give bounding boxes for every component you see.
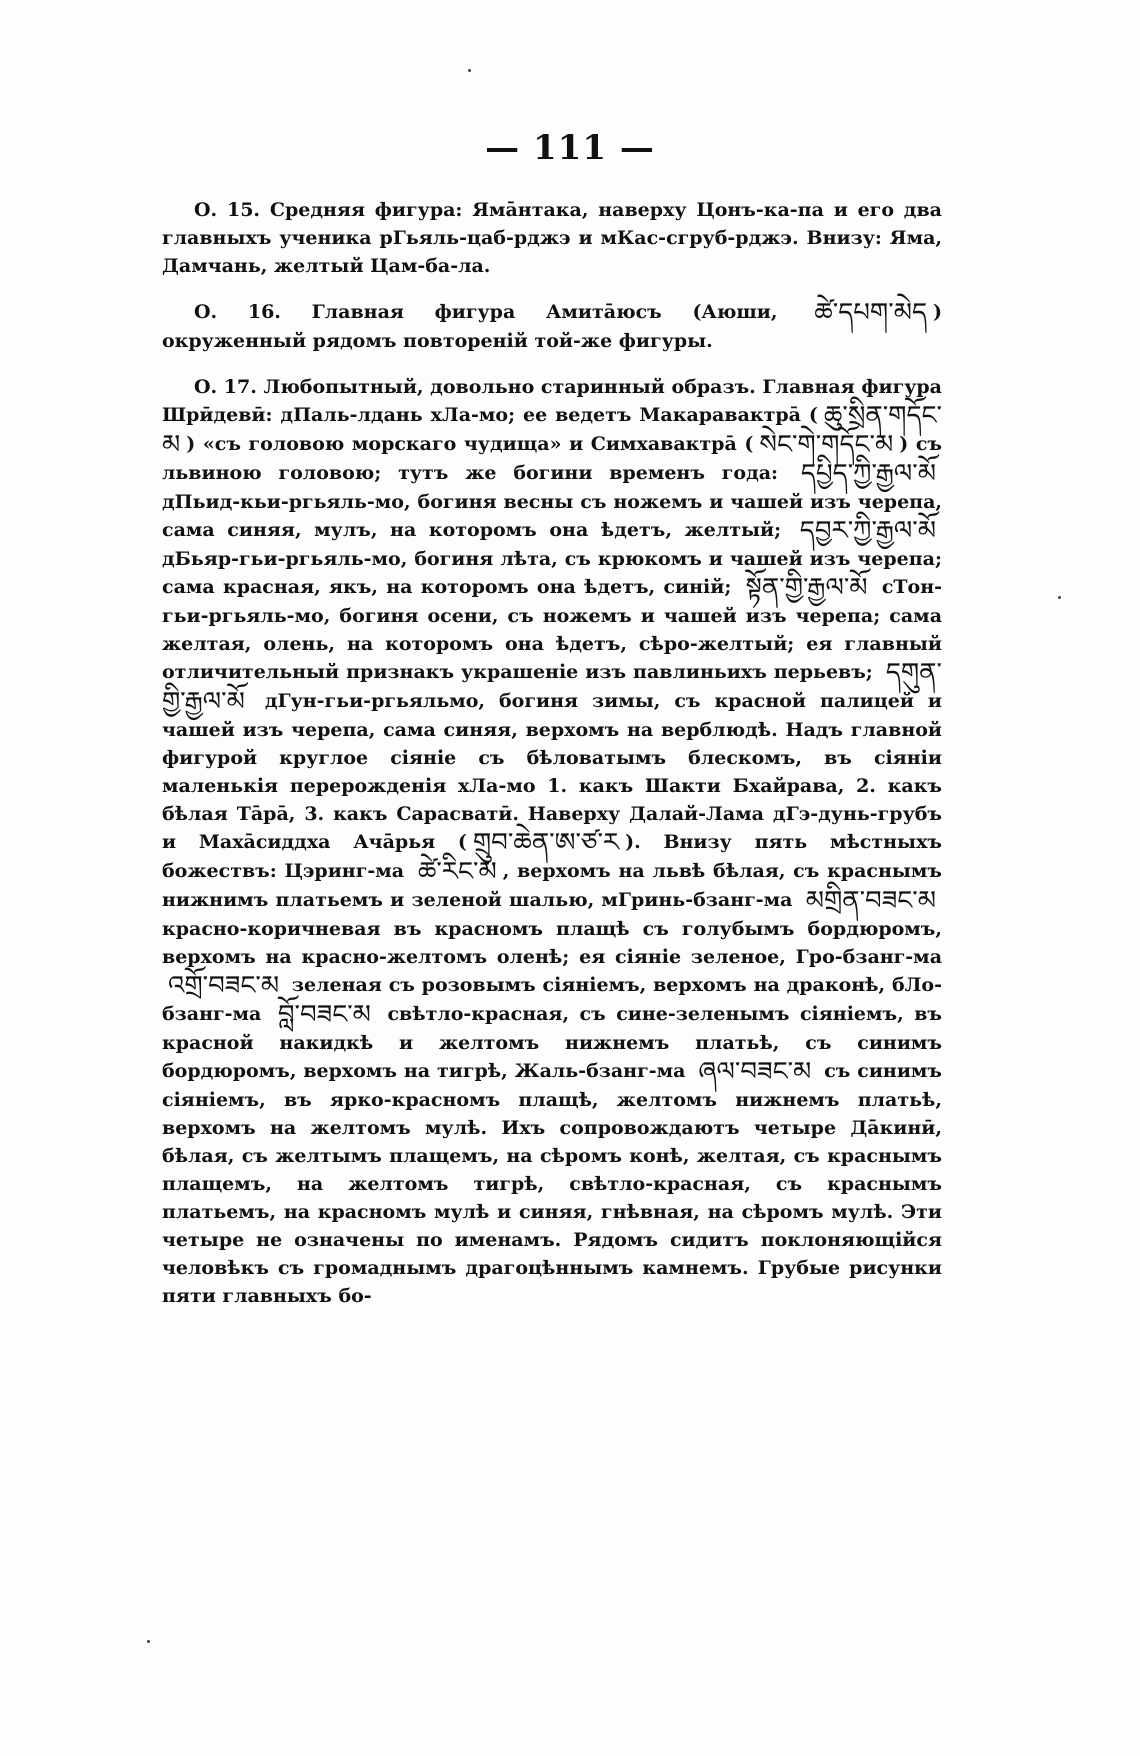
text-run: сТон-гьи-ргьяль-мо, богиня осени, съ ножемъ и чашей изъ черепа; сама желтая, олень, на которомъ она ѣдетъ, сѣро-желтый; ея главный отличительный признакъ украшеніе изъ павлиньихъ перьевъ; (162, 576, 942, 683)
text-run: О. 17. Любопытный, довольно старинный образъ. Главная фигура Шрӣдевӣ: дПаль-лдань хЛа-мо; ее ведетъ Макаравактрā ( (162, 376, 942, 426)
tibetan-script: ཆུ་སྲིན་གདོང་མ (162, 401, 942, 460)
text-run: ) окруженный рядомъ повтореній той-же фигуры. (162, 301, 942, 352)
scan-speck (468, 69, 471, 72)
tibetan-script: འགྲོ་བཟང་མ (168, 971, 280, 1001)
text-run: красно-коричневая въ красномъ плащѣ съ голубымъ бордюромъ, верхомъ на красно-желтомъ оленѣ; ея сіяніе зеленое, Гро-бзанг-ма (162, 918, 942, 968)
paragraph-o16 (162, 298, 942, 355)
tibetan-script: དགུན་གྱི་རྒྱལ་མོ (162, 658, 942, 717)
tibetan-script: སེང་གེ་གདོང་མ (759, 430, 894, 460)
scan-speck (1058, 596, 1061, 599)
scan-speck (147, 1640, 150, 1643)
text-run: ) «съ головою морскаго чудища» и Симхавактрā ( (186, 433, 754, 455)
text-run: зеленая съ розовымъ сіяніемъ, верхомъ на драконѣ, бЛо-бзанг-ма (162, 974, 942, 1025)
text-run: О. 16. Главная фигура Амитāюсъ (Аюши, (194, 301, 809, 323)
tibetan-script: ཚེ་དཔག་མེད (814, 298, 927, 328)
paragraph-o15 (162, 196, 942, 280)
text-run: ) съ львиною головою; тутъ же богини временъ года: (162, 433, 943, 484)
tibetan-script: སྟོན་གྱི་རྒྱལ་མོ (745, 573, 868, 603)
text-run: дБьяр-гьи-ргьяль-мо, богиня лѣта, съ крюкомъ и чашей изъ черепа; сама красная, якъ, на которомъ она ѣдетъ, синій; (162, 548, 942, 598)
tibetan-script: ཚེ་རིང་མ (417, 857, 497, 887)
tibetan-script: བློ་བཟང་མ (277, 1000, 371, 1030)
text-run: , верхомъ на львѣ бѣлая, съ краснымъ нижнимъ платьемъ и зеленой шалью, мГринь-бзанг-ма (162, 860, 942, 911)
page-number: — 111 — (485, 128, 655, 168)
text-run: свѣтло-красная, съ сине-зеленымъ сіяніемъ, въ красной накидкѣ и желтомъ нижнемъ платьѣ, съ синимъ бордюромъ, верхомъ на тигрѣ, Жаль-бзанг-ма (162, 1003, 942, 1082)
paragraph-o17 (162, 373, 942, 1310)
tibetan-script: གྲུབ་ཆེན་ཨ་ཙ་ར (472, 828, 620, 858)
text-run: ). Внизу пять мѣстныхъ божествъ: Цэринг-ма (162, 831, 942, 882)
tibetan-script: དཔྱིད་ཀྱི་རྒྱལ་མོ (800, 459, 936, 489)
tibetan-script: ཞལ་བཟང་མ (698, 1057, 812, 1087)
text-run: дПьид-кьи-ргьяль-мо, богиня весны съ ножемъ и чашей изъ черепа, сама синяя, мулъ, на которомъ она ѣдетъ, желтый; (162, 491, 942, 541)
text-run: дГун-гьи-ргьяльмо, богиня зимы, съ красной палицей и чашей изъ черепа, сама синяя, верхомъ на верблюдѣ. Надъ главной фигурой круглое сіяніе съ бѣловатымъ блескомъ, въ сіяніи маленькія перерожденія хЛа-мо 1. какъ Шакти Бхайрава, 2. какъ бѣлая Тāрā, 3. какъ Сарасватӣ. Наверху Далай-Лама дГэ-дунь-грубъ и Махāсиддха Ачāрья ( (162, 690, 942, 853)
text-run: съ синимъ сіяніемъ, въ ярко-красномъ плащѣ, желтомъ нижнемъ платьѣ, верхомъ на желтомъ мулѣ. Ихъ сопровождаютъ четыре Дāкинӣ, бѣлая, съ желтымъ плащемъ, на сѣромъ конѣ, желтая, съ краснымъ плащемъ, на желтомъ тигрѣ, свѣтло-красная, съ краснымъ платьемъ, на красномъ мулѣ и синяя, гнѣвная, на сѣромъ мулѣ. Эти четыре не означены по именамъ. Рядомъ сидитъ поклоняющійся человѣкъ съ громаднымъ драгоцѣннымъ камнемъ. Грубые рисунки пяти главныхъ бо- (162, 1060, 942, 1307)
text-run: О. 15. Средняя фигура: Ямāнтака, наверху Цонъ-ка-па и его два главныхъ ученика рГьяль-цаб-рджэ и мКас-сгруб-рджэ. Внизу: Яма, Дамчань, желтый Цам-ба-ла. (162, 199, 942, 277)
tibetan-script: མགྲིན་བཟང་མ (805, 886, 936, 916)
tibetan-script: དབྱར་ཀྱི་རྒྱལ་མོ (799, 516, 936, 546)
body-text (162, 196, 942, 1314)
